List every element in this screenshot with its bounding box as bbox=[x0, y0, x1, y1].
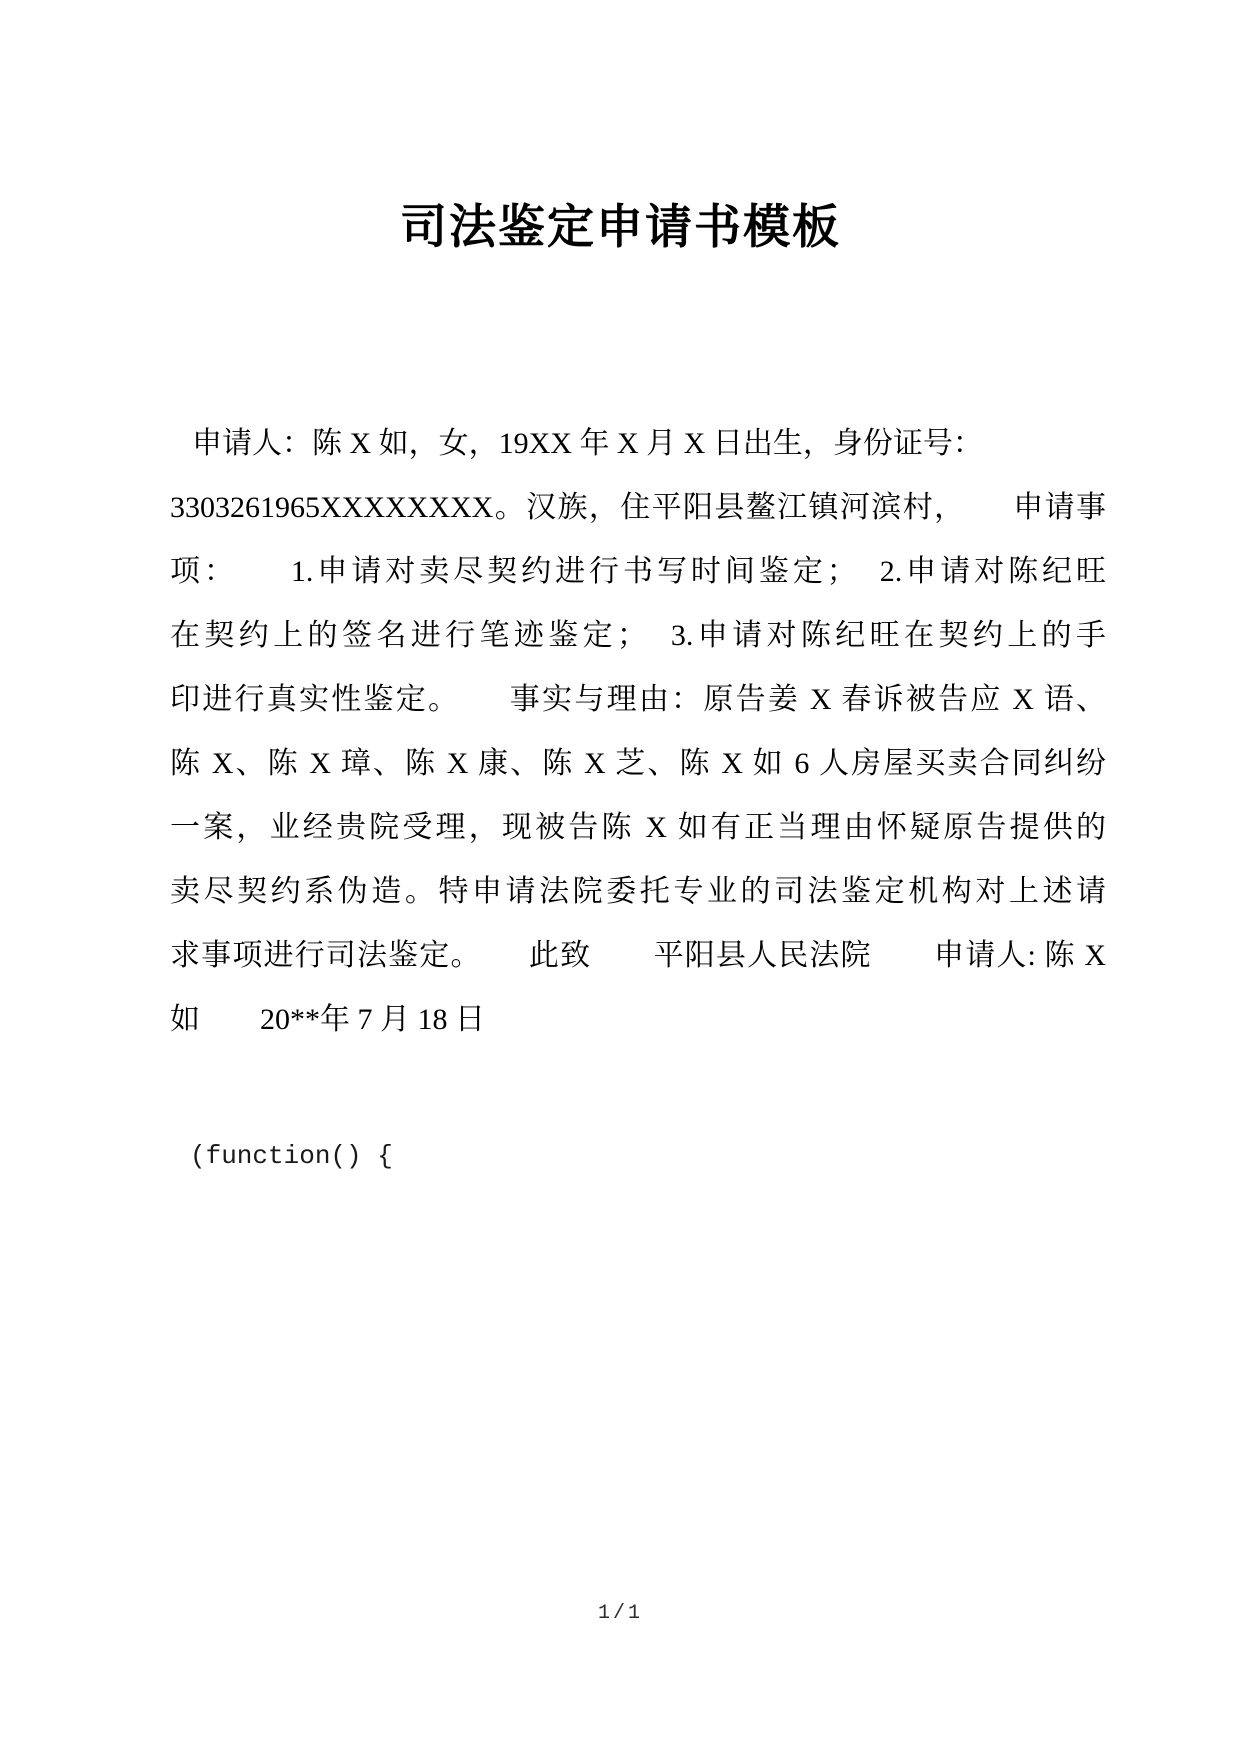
body-paragraph bbox=[170, 412, 1106, 1052]
body-line: 在契约上的签名进行笔迹鉴定； 3.申请对陈纪旺在契约上的手 bbox=[170, 619, 1106, 652]
body-line: 申请人：陈 X 如，女，19XX 年 X 月 X 日出生，身份证号： bbox=[192, 427, 983, 460]
body-line: 印进行真实性鉴定。 事实与理由：原告姜 X 春诉被告应 X 语、 bbox=[170, 683, 1106, 716]
body-line: 项： 1.申请对卖尽契约进行书写时间鉴定； 2.申请对陈纪旺 bbox=[170, 555, 1106, 588]
script-artifact-line: (function() { bbox=[190, 1141, 393, 1171]
page-number: 1/1 bbox=[597, 1602, 643, 1625]
body-line: 如 20**年 7 月 18 日 bbox=[170, 1003, 485, 1036]
body-line: 卖尽契约系伪造。特申请法院委托专业的司法鉴定机构对上述请 bbox=[170, 875, 1106, 908]
body-line: 3303261965XXXXXXXX。汉族，住平阳县鳌江镇河滨村， 申请事 bbox=[170, 491, 1106, 524]
body-line: 一案，业经贵院受理，现被告陈 X 如有正当理由怀疑原告提供的 bbox=[170, 811, 1106, 844]
body-line: 陈 X、陈 X 璋、陈 X 康、陈 X 芝、陈 X 如 6 人房屋买卖合同纠纷 bbox=[170, 747, 1106, 780]
body-line: 求事项进行司法鉴定。 此致 平阳县人民法院 申请人: 陈 X bbox=[170, 939, 1106, 972]
document-title: 司法鉴定申请书模板 bbox=[400, 200, 841, 253]
